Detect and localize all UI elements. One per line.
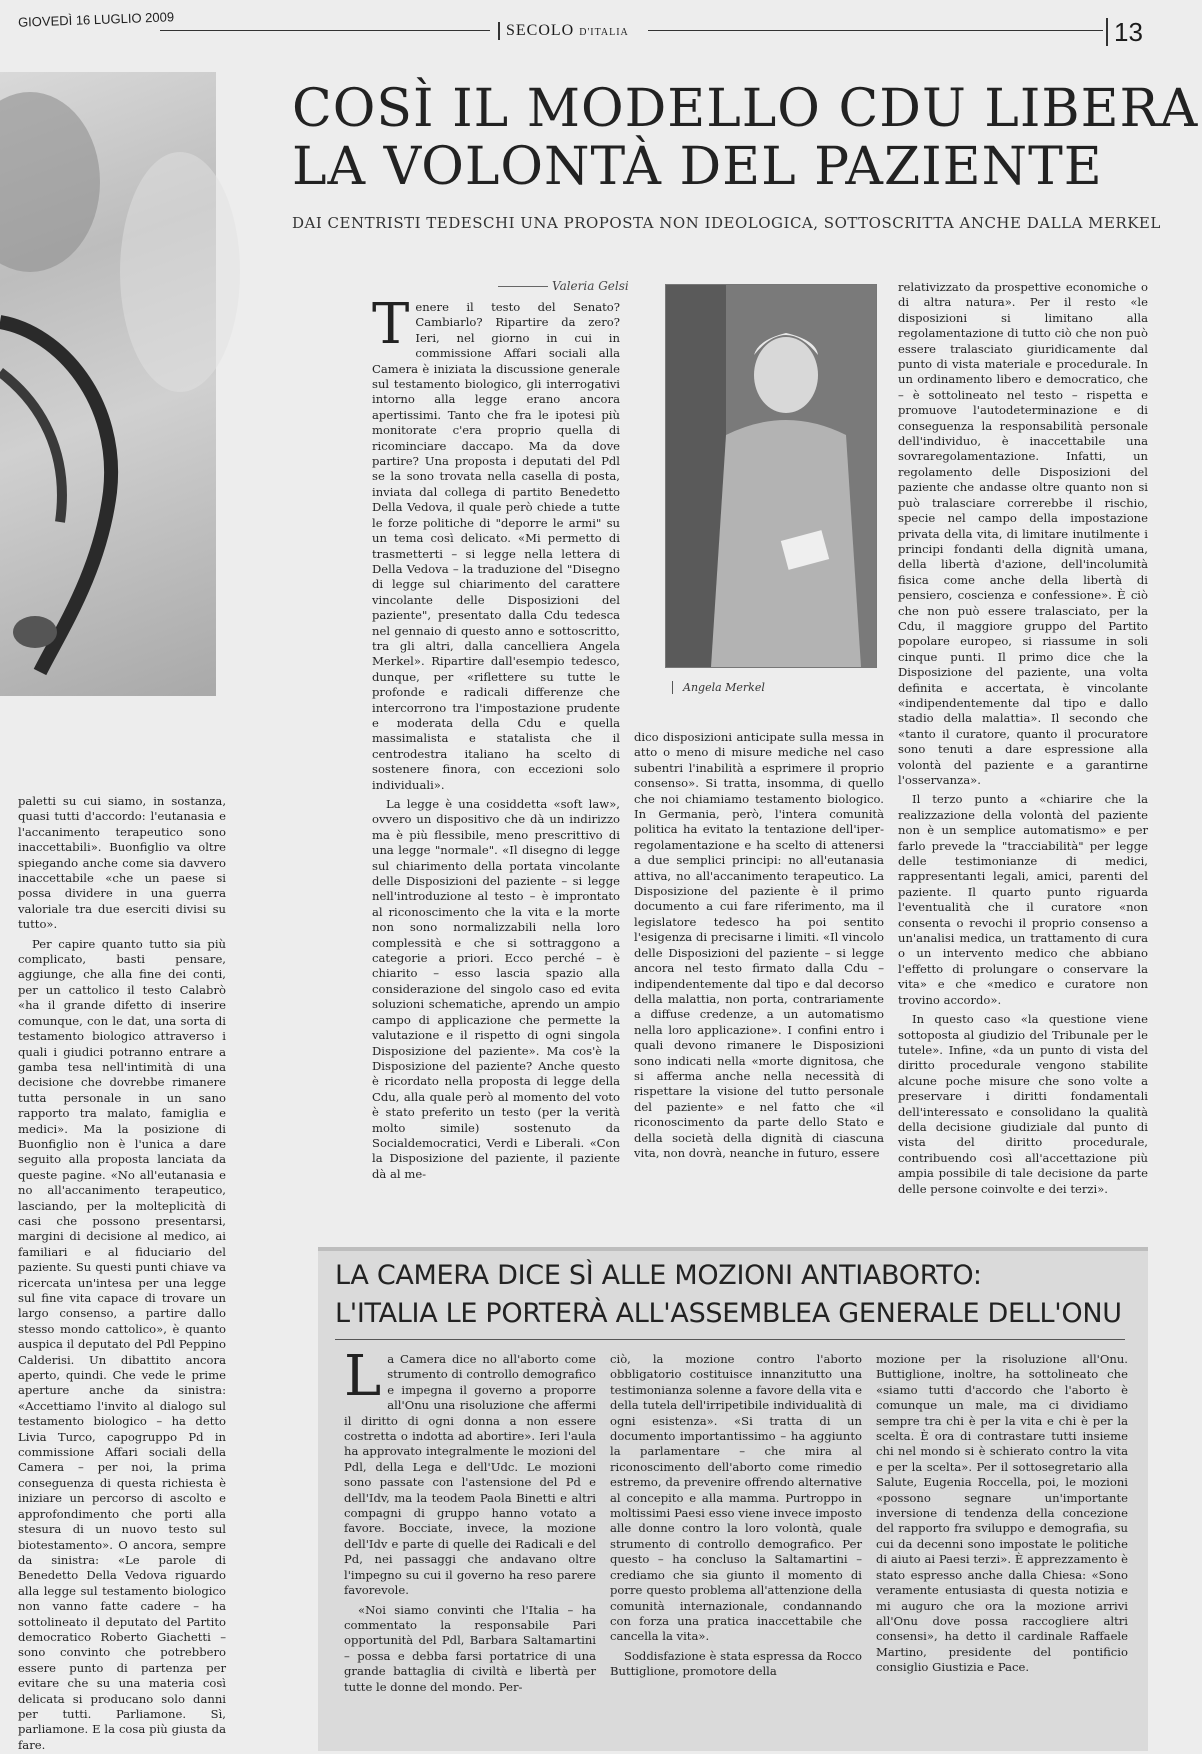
issue-date: GIOVEDÌ 16 LUGLIO 2009: [17, 9, 175, 30]
sidebar-column-3: [876, 1352, 1128, 1742]
paragraph: a Camera dice no all'aborto come strumento di controllo demografico e impegna il governo a proporre all'Onu una risoluzione che affermi il diritto di ogni donna a non essere costretta o indotta ad abortire». Ieri l'aula ha approvato integralmente le mozioni del Pdl, della Lega e dell'Udc. Le mozioni sono passate con l'astensione del Pd e dell'Idv, ma la teodem Paola Binetti e altri compagni di gruppo hanno votato a favore. Bocciate, invece, la mozione dell'Idv e parte di quelle dei Radicali e del Pd, nei passaggi che andavano oltre l'impegno su cui il governo ha reso parere favorevole.: [344, 1352, 596, 1598]
merkel-photo: [665, 284, 877, 668]
header-rule-right: [648, 30, 1103, 31]
paragraph: «Noi siamo convinti che l'Italia – ha commentato la responsabile Pari opportunità del Pdl, Barbara Saltamartini – possa e debba farsi portatrice di una grande battaglia di civiltà e libertà per tutte le donne del mondo. Per-: [344, 1602, 596, 1694]
text-column-1: [372, 292, 620, 1181]
text-column-2: [634, 730, 884, 1180]
stethoscope-icon: [0, 72, 216, 696]
paragraph: In questo caso «la questione viene sottoposta al giudizio del Tribunale per le tutele». Infine, «da un punto di vista del diritto procedurale vengono stabilite alcune poche misure che sono volte a preservare i diritti fondamentali dell'interessato e consolidano la qualità della decisione giudiziale dal punto di vista del diritto procedurale, contribuendo così all'accettazione più ampia possibile di tale decisione da parte delle persone coinvolte e dei terzi».: [898, 1012, 1148, 1196]
paragraph: enere il testo del Senato? Cambiarlo? Ripartire da zero? Ieri, nel giorno in cui in commissione Affari sociali alla Camera è iniziata la discussione generale sul testamento biologico, gli interrogativi intorno alla legge erano ancora apertissimi. Tanto che fra le ipotesi più monitorate c'era proprio quella di ricominciare daccapo. Ma da dove partire? Una proposta i deputati del Pdl se la sono trovata nella casella di posta, inviata dal collega di partito Benedetto Della Vedova, il quale però chiede a tutte le forze politiche di "deporre le armi" su un tema così delicato. «Mi permetto di trasmetterti – si legge nella lettera di Della Vedova – la traduzione del "Disegno di legge sul chiarimento del carattere vincolante delle Disposizioni del paziente", presentato dalla Cdu tedesca nel gennaio di questo anno e sottoscritto, tra gli altri, dalla cancelliera Angela Merkel». Ripartire dall'esempio tedesco, dunque, per «riflettere su tutte le profonde e radicali differenze che intercorrono tra l'impostazione prudente e moderata della Cdu e quella massimalista e statalista che il centrodestra italiano ha scelto di sostenere finora, con eccezioni solo individuali».: [372, 300, 620, 792]
author-byline: Valeria Gelsi: [498, 279, 629, 293]
paragraph: paletti su cui siamo, in sostanza, quasi tutti d'accordo: l'eutanasia e l'accanimento terapeutico sono inaccettabili». Buonfiglio va oltre spiegando anche come sia davvero inaccettabile «che un paese si possa dividere in una guerra valoriale tra due eserciti divisi su tutto».: [18, 794, 226, 932]
publication-title: SECOLO: [506, 22, 575, 39]
sidebar-headline-line-2: L'ITALIA LE PORTERÀ ALL'ASSEMBLEA GENERALE DELL'ONU: [335, 1298, 1122, 1329]
publication-suffix: D'ITALIA: [579, 27, 629, 38]
article-subtitle: DAI CENTRISTI TEDESCHI UNA PROPOSTA NON IDEOLOGICA, SOTTOSCRITTA ANCHE DALLA MERKEL: [292, 214, 1161, 232]
paragraph: Il terzo punto a «chiarire che la realizzazione della volontà del paziente non è un semplice automatismo» e per farlo prevede la "tracciabilità" per legge delle testimonianze di medici, rappresentanti legali, amici, parenti del paziente. Il quarto punto riguarda l'eventualità che il curatore «non consenta o revochi il proprio consenso a un'analisi medica, un trattamento di cura o un intervento medico che abbiano l'effetto di prolungare o conservare la vita» e che «medico e curatore non trovino accordo».: [898, 792, 1148, 1007]
headline-line-2: LA VOLONTÀ DEL PAZIENTE: [292, 137, 1103, 197]
header-rule: [160, 30, 490, 31]
person-photo-icon: [666, 285, 876, 667]
drop-cap: T: [372, 292, 410, 357]
paragraph: ciò, la mozione contro l'aborto obbligatorio costituisce innanzitutto una testimonianza solenne a favore della vita e della tutela dell'irripetibile individualità di ogni esistenza». «Si tratta di un documento importantissimo – ha aggiunto la parlamentare – che mira al riconoscimento dell'aborto come rimedio estremo, da prevenire offrendo alternative al concepito e alla mamma. Purtroppo in moltissimi Paesi esso viene invece imposto alle donne contro la loro volontà, quale strumento di controllo demografico. Per questo – ha concluso la Saltamartini – crediamo che sia giunto il momento di porre questo problema all'attenzione della comunità internazionale, condannando con forza una pratica inaccettabile che cancella la vita».: [610, 1352, 862, 1644]
paragraph: dico disposizioni anticipate sulla messa in atto o meno di misure mediche nel caso subentri l'inabilità a esprimere il proprio consenso». Si tratta, insomma, di quello che noi chiamiamo testamento biologico. In Germania, però, l'intera comunità politica ha evitato la tentazione dell'iper-regolamentazione e ha scelto di attenersi a due semplici principi: no all'eutanasia attiva, no all'accanimento terapeutico. La Disposizione del paziente è il primo documento a cui fare riferimento, ma il legislatore tedesco ha poi sentito l'esigenza di precisarne i limiti. «Il vincolo delle Disposizioni del paziente – si legge ancora nel testo firmato dalla Cdu – indipendentemente dal tipo e dal decorso della malattia, non porta, contrariamente a diffuse credenze, a un automatismo nella loro applicazione». I confini entro i quali devono rimanere le Disposizioni sono indicati nella «morte dignitosa, che si afferma anche nella necessità di rispettare la visione del tutto personale del paziente» e nel fatto che «il riconoscimento da parte dello Stato e della società della dignità di ciascuna vita, non dovrà, neanche in futuro, essere: [634, 730, 884, 1160]
sidebar-rule: [335, 1339, 1125, 1340]
sidebar-headline-line-1: LA CAMERA DICE SÌ ALLE MOZIONI ANTIABORTO:: [335, 1260, 982, 1291]
publication-name: [498, 22, 629, 40]
paragraph: La legge è una cosiddetta «soft law», ovvero un dispositivo che dà un indirizzo ma è più flessibile, meno prescrittivo di una legge "normale". «Il disegno di legge sul chiarimento della portata vincolante delle Disposizioni del paziente – si legge nell'introduzione al testo – è improntato al riconoscimento che la vita e la morte non sono normalizzabili nella loro complessità e che si sottraggono a categorie a priori. Ecco perché – è chiarito – esso lascia spazio alla considerazione del singolo caso ed evita soluzioni schematiche, aprendo un ampio campo di applicazione che permette la valutazione e il rispetto di ogni singola Disposizione del paziente». Ma cos'è la Disposizione del paziente? Anche questo è ricordato nella proposta di legge della Cdu, alla quale però al momento del voto è stato preferito un testo (per la verità molto simile) sostenuto da Socialdemocratici, Verdi e Liberali. «Con la Disposizione del paziente, il paziente dà al me-: [372, 797, 620, 1181]
paragraph: mozione per la risoluzione all'Onu. Buttiglione, inoltre, ha sottolineato che «siamo tutti d'accordo che l'aborto è comunque un male, ma ci dividiamo sempre tra chi è per la vita e chi è per la scelta. È ora di contrastare tutti insieme chi nel mondo si è schierato contro la vita e per la scelta». Per il sottosegretario alla Salute, Eugenia Roccella, poi, le mozioni «possono segnare un'importante inversione di tendenza della concezione del rapporto fra sviluppo e demografia, su cui da decenni sono impostate le politiche di aiuto ai Paesi terzi». È apprezzamento è stato espresso anche dalla Chiesa: «Sono veramente entusiasta di questa notizia e mi auguro che ora la mozione arrivi all'Onu dove possa raccogliere altri consensi», ha detto il cardinale Raffaele Martino, presidente del pontificio consiglio Giustizia e Pace.: [876, 1352, 1128, 1675]
photo-caption: Angela Merkel: [672, 681, 765, 694]
drop-cap: L: [344, 1344, 382, 1409]
stethoscope-photo: [0, 72, 216, 696]
text-column-3: [898, 280, 1148, 1195]
paragraph: relativizzato da prospettive economiche o di altra natura». Per il resto «le disposizioni si limitano alla regolamentazione di tutto ciò che non può essere tralasciato giuridicamente dal punto di vista materiale e procedurale. In un ordinamento libero e democratico, che – è sottolineato nel testo – rispetta e promuove l'autodeterminazione e di conseguenza la responsabilità personale dell'individuo, è inaccettabile una sovraregolamentazione. Infatti, un regolamento delle Disposizioni del paziente che andasse oltre quanto non si può tralasciare correrebbe il rischio, specie nel campo della impostazione privata della vita, di limitare inutilmente i principi fondanti della dignità umana, della libertà d'azione, dell'incolumità fisica come anche della libertà di pensiero, coscienza e confessione». È ciò che non può essere tralasciato, per la Cdu, il maggiore gruppo del Partito popolare europeo, si riassume in soli cinque punti. Il primo dice che la Disposizione del paziente, una volta definita e accertata, è vincolante «indipendentemente dal tipo e dallo stadio della malattia». Il secondo che «tanto il curatore, quanto il procuratore sono tenuti a dare espressione alla volontà del paziente e a garantirne l'osservanza».: [898, 280, 1148, 787]
page-number: 13: [1106, 18, 1143, 46]
article-headline: [292, 79, 1199, 197]
sidebar-column-1: [344, 1344, 596, 1742]
sidebar-column-2: [610, 1352, 862, 1742]
headline-line-1: COSÌ IL MODELLO CDU LIBERA: [292, 79, 1199, 139]
sidebar-headline: [335, 1257, 1135, 1333]
paragraph: Soddisfazione è stata espressa da Rocco Buttiglione, promotore della: [610, 1648, 862, 1679]
paragraph: Per capire quanto tutto sia più complicato, basti pensare, aggiunge, che alla fine dei conti, per un cattolico il testo Calabrò «ha il grande difetto di inserire comunque, con le dat, una sorta di testamento biologico attraverso i quali i giudici potranno entrare a gamba tesa nell'intimità di una decisione che dovrebbe rimanere tutta personale in un sano rapporto tra malato, famiglia e medici». Ma la posizione di Buonfiglio non è l'unica a dare seguito alla proposta lanciata da queste pagine. «No all'eutanasia e no all'accanimento terapeutico, lasciando, per la molteplicità di casi che possono presentarsi, margini di decisione al medico, ai familiari e al fiduciario del paziente. Su questi punti chiave va ricercata un'intesa per una legge sul fine vita capace di trovare un largo consenso, a partire dallo stesso mondo cattolico», è quanto auspica il deputato del Pdl Peppino Calderisi. Un dibattito ancora aperto, quindi. Che vede le prime aperture anche da sinistra: «Accettiamo l'invito al dialogo sul testamento biologico – ha detto Livia Turco, capogruppo Pd in commissione Affari sociali della Camera – per noi, la prima conseguenza di questa richiesta è iniziare un percorso di ascolto e approfondimento che porti alla stesura di un nuovo testo sul biotestamento». O ancora, sempre da sinistra: «Le parole di Benedetto Della Vedova riguardo alla legge sul testamento biologico non vanno fatte cadere – ha sottolineato il deputato del Partito democratico Roberto Giachetti – sono convinto che potrebbero essere punto di partenza per evitare che su una materia così delicata si producano solo danni per tutti. Parliamone. Sì, parliamone. E la cosa più giusta da fare.: [18, 936, 226, 1752]
text-column-left: [18, 794, 226, 1752]
